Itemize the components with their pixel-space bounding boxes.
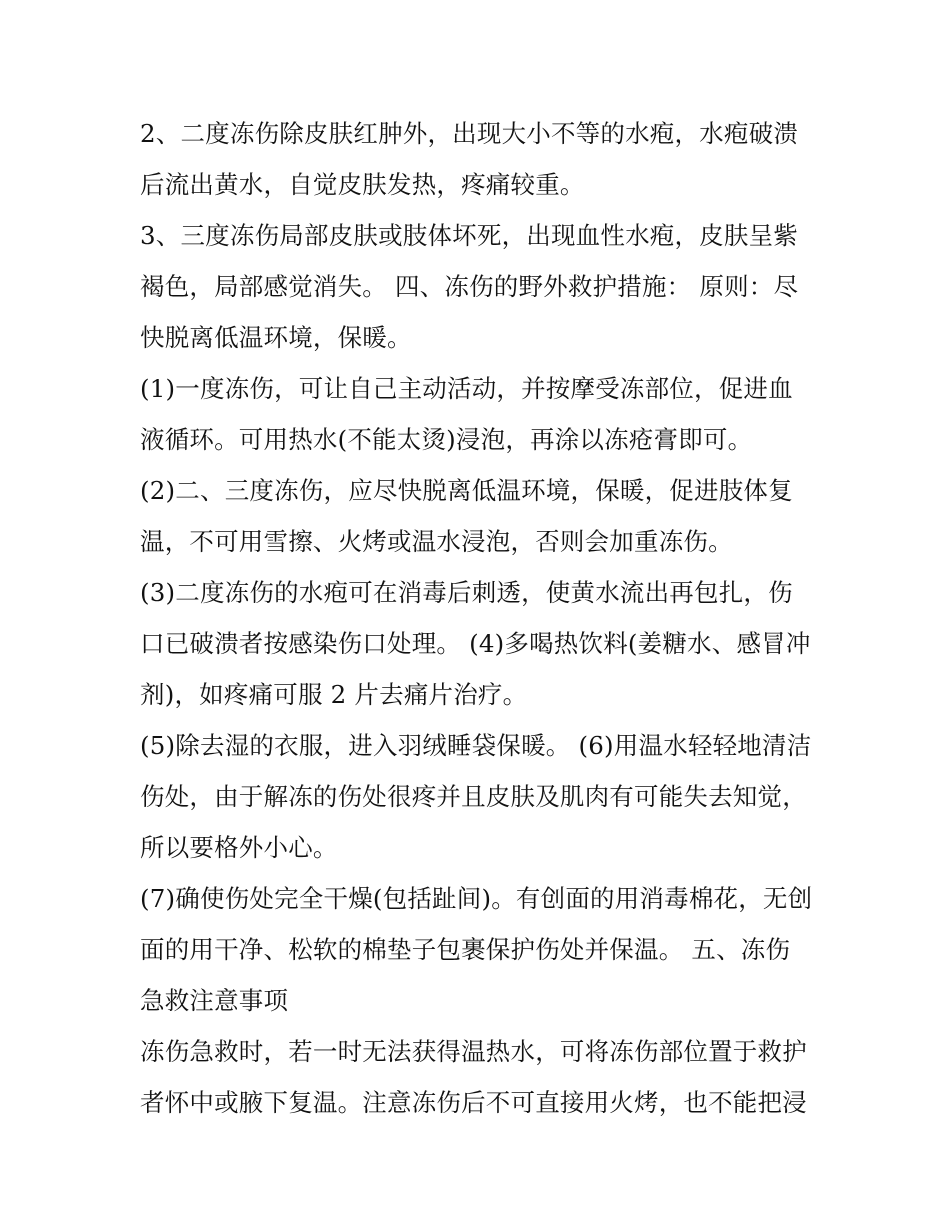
- text-line: 后流出黄水，自觉皮肤发热，疼痛较重。: [140, 170, 585, 199]
- text-line: 褐色，局部感觉消失。 四、冻伤的野外救护措施： 原则：尽: [140, 272, 799, 301]
- paragraph-measure-5-6: [140, 720, 820, 873]
- text-line: 所以要格外小心。: [140, 833, 338, 862]
- text-line: 温，不可用雪擦、火烤或温水浸泡，否则会加重冻伤。: [140, 527, 733, 556]
- paragraph-measure-2: [140, 465, 820, 567]
- text-line: (3)二度冻伤的水疱可在消毒后刺透，使黄水流出再包扎，伤: [140, 578, 793, 607]
- paragraph-first-aid-notes: [140, 1026, 820, 1128]
- text-line: 剂)，如疼痛可服 2 片去痛片治疗。: [140, 680, 528, 709]
- text-line: 冻伤急救时，若一时无法获得温热水，可将冻伤部位置于救护: [140, 1037, 807, 1066]
- paragraph-measure-7: [140, 873, 820, 1026]
- text-line: (2)二、三度冻伤，应尽快脱离低温环境，保暖，促进肢体复: [140, 476, 793, 505]
- text-line: 者怀中或腋下复温。注意冻伤后不可直接用火烤，也不能把浸: [140, 1088, 807, 1117]
- text-line: 快脱离低温环境，保暖。: [140, 323, 412, 352]
- text-line: (5)除去湿的衣服，进入羽绒睡袋保暖。 (6)用温水轻轻地清洁: [140, 731, 812, 760]
- paragraph-measure-1: [140, 363, 820, 465]
- text-line: 口已破溃者按感染伤口处理。 (4)多喝热饮料(姜糖水、感冒冲: [140, 629, 811, 658]
- text-line: (1)一度冻伤，可让自己主动活动，并按摩受冻部位，促进血: [140, 374, 793, 403]
- document-body: [140, 108, 820, 1128]
- text-line: 伤处，由于解冻的伤处很疼并且皮肤及肌肉有可能失去知觉，: [140, 782, 807, 811]
- text-line: 面的用干净、松软的棉垫子包裹保护伤处并保温。 五、冻伤: [140, 935, 791, 964]
- text-line: 液循环。可用热水(不能太烫)浸泡，再涂以冻疮膏即可。: [140, 425, 753, 454]
- text-line: 3、三度冻伤局部皮肤或肢体坏死，出现血性水疱，皮肤呈紫: [140, 221, 798, 250]
- text-line: 急救注意事项: [140, 986, 289, 1015]
- text-line: 2、二度冻伤除皮肤红肿外，出现大小不等的水疱，水疱破溃: [140, 119, 798, 148]
- paragraph-measure-3-4: [140, 567, 820, 720]
- text-line: (7)确使伤处完全干燥(包括趾间)。有创面的用消毒棉花，无创: [140, 884, 813, 913]
- paragraph-second-degree-frostbite: [140, 108, 820, 210]
- paragraph-third-degree-frostbite: [140, 210, 820, 363]
